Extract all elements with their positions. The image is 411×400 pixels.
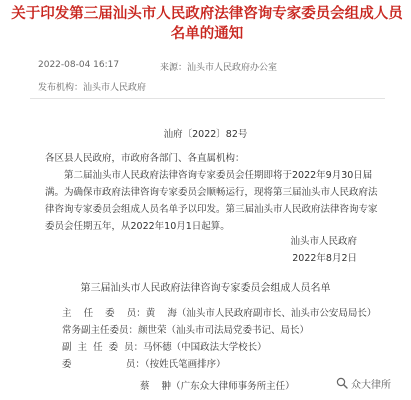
article-title: 关于印发第三届汕头市人民政府法律咨询专家委员会组成人员名单的通知 xyxy=(11,6,403,42)
salutation: 各区县人民政府，市政府各部门、各直属机构： xyxy=(45,153,245,164)
signature-issuer: 汕头市人民政府 xyxy=(290,236,357,247)
header-divider xyxy=(30,98,385,99)
member-row-members-label: 委 员：（按姓氏笔画排序） xyxy=(62,359,226,370)
publish-date: 2022-08-04 16:17 xyxy=(38,60,120,70)
member-row-deputy: 副 主 任 委 员：马怀德（中国政法大学校长） xyxy=(62,342,267,353)
member-row-executive-deputy: 常务副主任委员：颜世荣（汕头市司法局党委书记、局长） xyxy=(62,325,310,336)
notice-body: 第二届汕头市人民政府法律咨询专家委员会任期即将于2022年9月30日届满。为确保市政府法律咨询专家委员会顺畅运行，现将第三届汕头市人民政府法律咨询专家委员会组成人员名单予以印发。第三届汕头市人民政府法律咨询专家委员会任期五年，从2022年10月1日起算。 xyxy=(45,170,378,232)
signature-date: 2022年8月2日 xyxy=(292,253,357,264)
wechat-search-icon xyxy=(336,377,348,389)
member-list-heading: 第三届汕头市人民政府法律咨询专家委员会组成人员名单 xyxy=(80,283,331,294)
watermark xyxy=(336,376,391,390)
publisher-label: 发布机构：汕头市人民政府 xyxy=(38,83,147,93)
member-row-member: 蔡 翀（广东众大律师事务所主任） xyxy=(140,381,295,392)
watermark-text: 众大律所 xyxy=(351,379,391,391)
source-label: 来源：汕头市人民政府办公室 xyxy=(160,63,278,73)
member-row-director: 主 任 委 员：黄 海（汕头市人民政府副市长、汕头市公安局局长） xyxy=(62,308,377,319)
document-number: 汕府〔2022〕82号 xyxy=(163,129,248,140)
